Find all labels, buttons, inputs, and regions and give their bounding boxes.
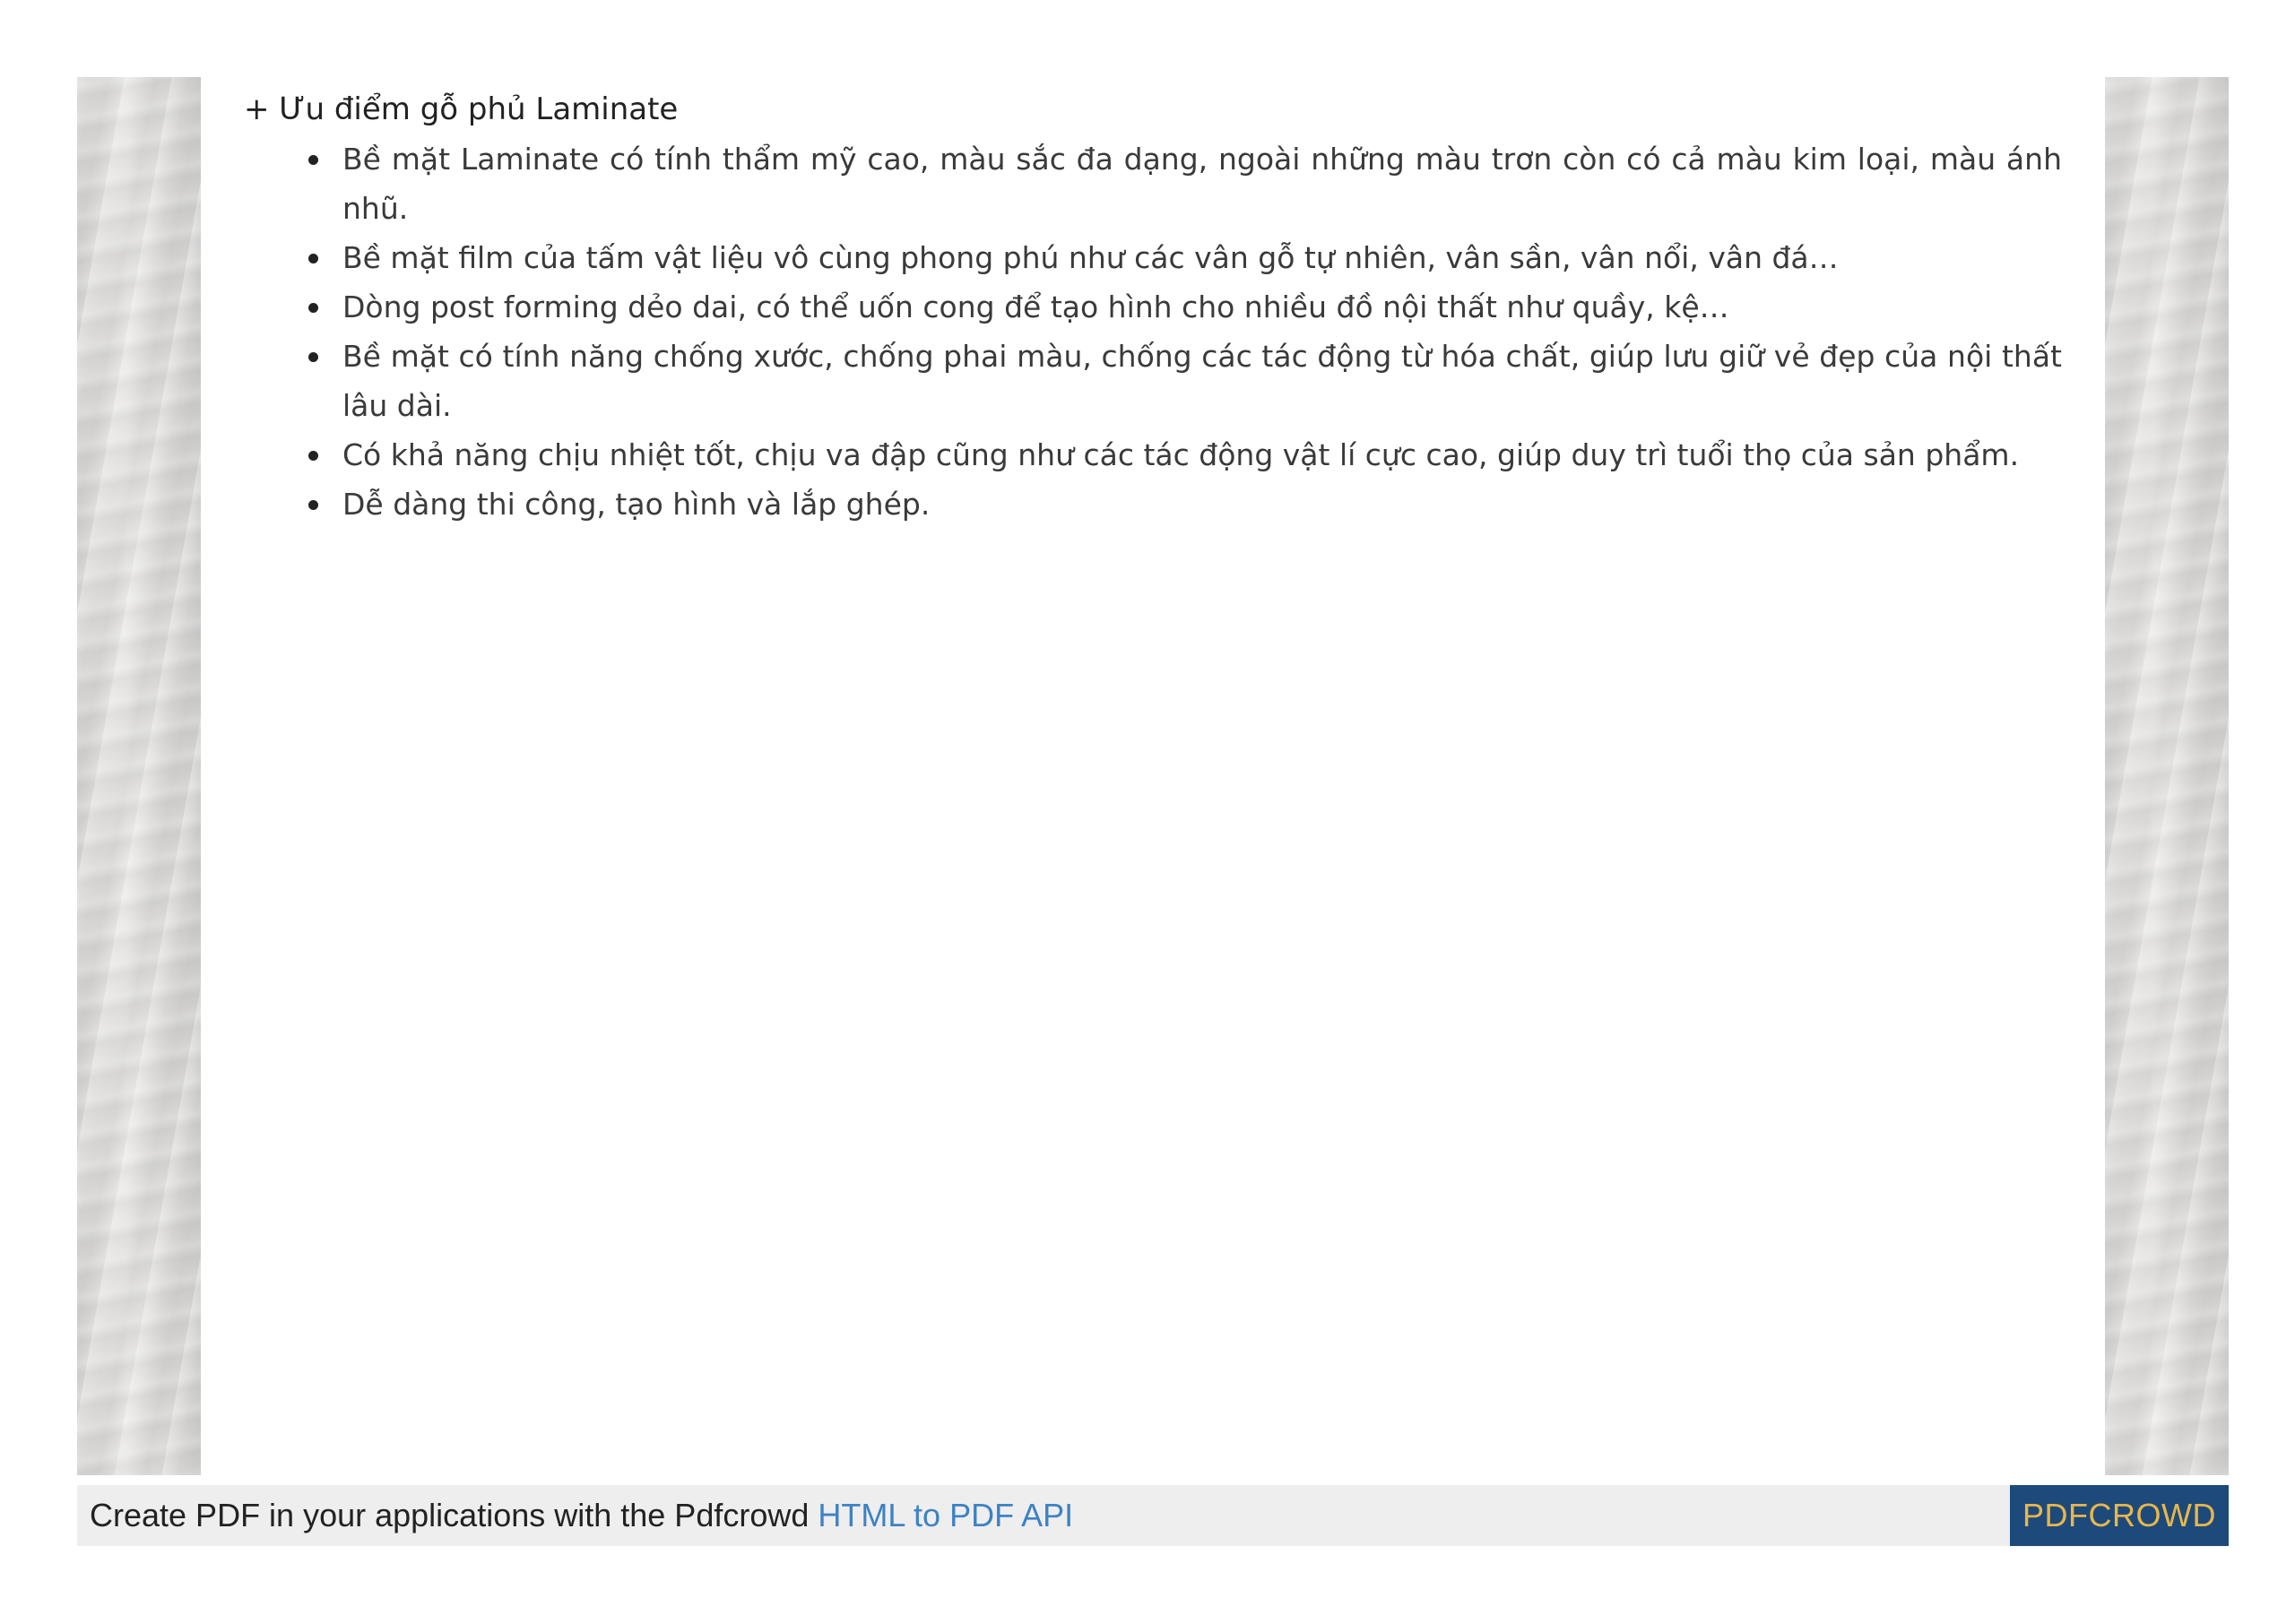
- footer-caption: Create PDF in your applications with the Pdfcrowd: [90, 1497, 818, 1533]
- left-decorative-border: [77, 77, 201, 1475]
- pdfcrowd-footer: [77, 1485, 2229, 1546]
- article-content: [244, 77, 2062, 529]
- list-item: Bề mặt có tính năng chống xước, chống phai màu, chống các tác động từ hóa chất, giúp lưu giữ vẻ đẹp của nội thất lâu dài.: [342, 332, 2062, 430]
- advantages-list: [244, 134, 2062, 529]
- pdfcrowd-brand-button[interactable]: PDFCROWD: [2010, 1485, 2229, 1546]
- footer-text: [90, 1485, 1073, 1546]
- list-item: Dễ dàng thi công, tạo hình và lắp ghép.: [342, 479, 2062, 529]
- section-heading: + Ưu điểm gỗ phủ Laminate: [244, 91, 679, 127]
- list-item: Dòng post forming dẻo dai, có thể uốn cong để tạo hình cho nhiều đồ nội thất như quầy, kệ…: [342, 282, 2062, 332]
- html-to-pdf-api-link[interactable]: HTML to PDF API: [818, 1497, 1074, 1533]
- list-item: Bề mặt film của tấm vật liệu vô cùng phong phú như các vân gỗ tự nhiên, vân sần, vân nổi, vân đá…: [342, 233, 2062, 282]
- list-item: Có khả năng chịu nhiệt tốt, chịu va đập cũng như các tác động vật lí cực cao, giúp duy trì tuổi thọ của sản phẩm.: [342, 430, 2062, 479]
- right-decorative-border: [2105, 77, 2229, 1475]
- pdf-page: [77, 77, 2229, 1475]
- list-item: Bề mặt Laminate có tính thẩm mỹ cao, màu sắc đa dạng, ngoài những màu trơn còn có cả màu kim loại, màu ánh nhũ.: [342, 134, 2062, 233]
